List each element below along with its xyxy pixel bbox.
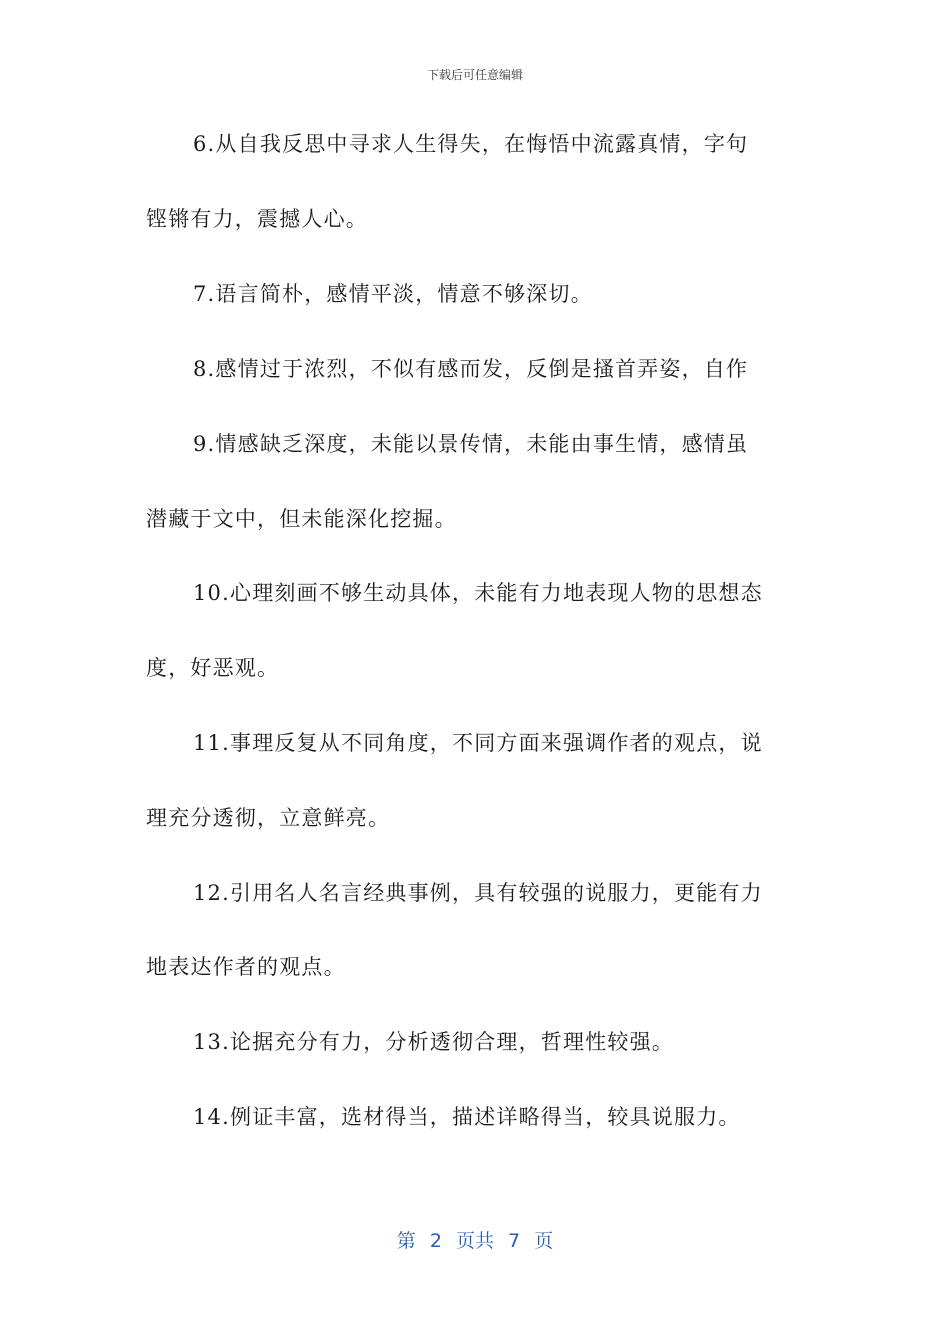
paragraph-line: 6.从自我反思中寻求人生得失，在悔悟中流露真情，字句: [193, 132, 749, 156]
paragraph-line: 度，好恶观。: [146, 656, 280, 680]
paragraph-line: 11.事理反复从不同角度，不同方面来强调作者的观点，说: [193, 731, 763, 755]
paragraph-line: 13.论据充分有力，分析透彻合理，哲理性较强。: [193, 1030, 674, 1054]
page-header: 下载后可任意编辑: [426, 68, 523, 82]
paragraph-line: 14.例证丰富，选材得当，描述详略得当，较具说服力。: [193, 1105, 741, 1129]
page-number: [0, 1226, 950, 1253]
paragraph-line: 理充分透彻，立意鲜亮。: [146, 806, 391, 830]
paragraph-line: 8.感情过于浓烈，不似有感而发，反倒是搔首弄姿，自作: [193, 357, 749, 381]
page-number-middle: 页共: [455, 1230, 494, 1252]
paragraph-line: 潜藏于文中，但未能深化挖掘。: [146, 507, 457, 531]
paragraph-line: 10.心理刻画不够生动具体，未能有力地表现人物的思想态: [193, 581, 763, 605]
paragraph-line: 7.语言简朴，感情平淡，情意不够深切。: [193, 282, 593, 306]
page-number-total: 7: [508, 1230, 521, 1252]
paragraph-line: 9.情感缺乏深度，未能以景传情，未能由事生情，感情虽: [193, 432, 749, 456]
page-number-current: 2: [429, 1230, 442, 1252]
page-number-prefix: 第: [396, 1230, 416, 1252]
page-number-suffix: 页: [534, 1230, 554, 1252]
paragraph-line: 铿锵有力，震撼人心。: [146, 207, 368, 231]
paragraph-line: 12.引用名人名言经典事例，具有较强的说服力，更能有力: [193, 881, 763, 905]
paragraph-line: 地表达作者的观点。: [146, 955, 346, 979]
